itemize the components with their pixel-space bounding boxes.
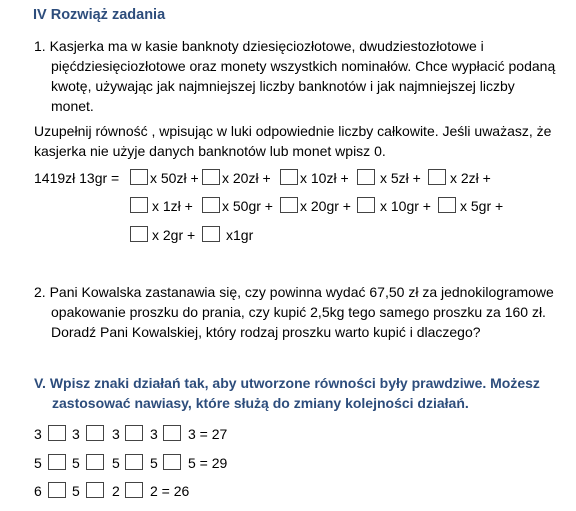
equation-row-2 — [0, 453, 576, 473]
denomination-label: x 10zł + — [300, 170, 349, 186]
instruction-line: Uzupełnij równość , wpisując w luki odpowiednie liczby całkowite. Jeśli uważasz, że — [34, 123, 552, 139]
task2-line: Doradź Pani Kowalskiej, który rodzaj proszku warto kupić i dlaczego? — [51, 324, 481, 340]
amount-label: 1419zł 13gr = — [34, 170, 120, 186]
operator-box[interactable] — [163, 454, 181, 470]
task2-line: opakowanie proszku do prania, czy kupić 2,5kg tego samego proszku za 160 zł. — [51, 304, 546, 320]
operator-box[interactable] — [125, 454, 143, 470]
operator-box[interactable] — [48, 454, 66, 470]
task1-line: pięćdziesięciozłotowe oraz monety wszystkich nominałów. Chce wypłacić podaną — [51, 58, 556, 74]
answer-box[interactable] — [280, 197, 298, 213]
number: 3 — [150, 426, 158, 442]
task2-line: 2. Pani Kowalska zastanawia się, czy powinna wydać 67,50 zł za jednokilogramowe — [34, 284, 554, 300]
number: 3 — [34, 426, 42, 442]
task1-line: monet. — [51, 98, 94, 114]
instruction-line: kasjerka nie użyje danych banknotów lub monet wpisz 0. — [34, 143, 386, 159]
answer-box[interactable] — [438, 197, 456, 213]
denomination-label: x 50zł + — [150, 170, 199, 186]
equation-result: 3 = 27 — [188, 426, 228, 442]
task1-instruction — [34, 121, 551, 161]
denomination-label: x 10gr + — [380, 198, 431, 214]
equation-row-1 — [0, 424, 576, 444]
section-iv-heading: IV Rozwiąż zadania — [33, 7, 166, 23]
task1-text — [34, 36, 555, 116]
number: 5 — [34, 455, 42, 471]
answer-box[interactable] — [428, 169, 446, 185]
answer-box[interactable] — [202, 197, 220, 213]
operator-box[interactable] — [125, 425, 143, 441]
answer-box[interactable] — [280, 169, 298, 185]
equation-row-3 — [0, 481, 576, 501]
denomination-label: x 5zł + — [380, 170, 421, 186]
number: 2 — [112, 483, 120, 499]
operator-box[interactable] — [125, 482, 143, 498]
section-v-heading-line: V. Wpisz znaki działań tak, aby utworzone równości były prawdziwe. Możesz — [34, 375, 540, 391]
operator-box[interactable] — [48, 482, 66, 498]
number: 6 — [34, 483, 42, 499]
answer-box[interactable] — [130, 226, 148, 242]
equation-result: 5 = 29 — [188, 455, 228, 471]
denomination-label: x 1zł + — [152, 198, 193, 214]
number: 3 — [112, 426, 120, 442]
task1-line: 1. Kasjerka ma w kasie banknoty dziesięciozłotowe, dwudziestozłotowe i — [34, 38, 484, 54]
section-v-heading-line: zastosować nawiasy, które służą do zmiany kolejności działań. — [52, 395, 469, 411]
denomination-label: x 50gr + — [222, 198, 273, 214]
operator-box[interactable] — [163, 425, 181, 441]
denomination-label: x 2zł + — [450, 170, 491, 186]
task1-line: kwotę, używając jak najmniejszej liczby banknotów i jak najmniejszej liczby — [51, 78, 515, 94]
money-row-3 — [0, 225, 576, 245]
task2-text — [34, 282, 554, 342]
answer-box[interactable] — [357, 197, 375, 213]
operator-box[interactable] — [86, 482, 104, 498]
number: 5 — [72, 455, 80, 471]
operator-box[interactable] — [86, 425, 104, 441]
number: 3 — [72, 426, 80, 442]
number: 5 — [150, 455, 158, 471]
denomination-label: x 20gr + — [300, 198, 351, 214]
answer-box[interactable] — [357, 169, 375, 185]
denomination-label: x 5gr + — [460, 198, 504, 214]
denomination-label: x1gr — [226, 227, 254, 243]
money-row-2 — [0, 196, 576, 216]
answer-box[interactable] — [202, 226, 220, 242]
denomination-label: x 20zł + — [222, 170, 271, 186]
section-v-heading — [34, 373, 540, 413]
answer-box[interactable] — [130, 169, 148, 185]
number: 5 — [72, 483, 80, 499]
money-row-1 — [0, 168, 576, 188]
number: 5 — [112, 455, 120, 471]
operator-box[interactable] — [48, 425, 66, 441]
operator-box[interactable] — [86, 454, 104, 470]
denomination-label: x 2gr + — [152, 227, 196, 243]
answer-box[interactable] — [202, 169, 220, 185]
answer-box[interactable] — [130, 197, 148, 213]
equation-result: 2 = 26 — [150, 483, 190, 499]
